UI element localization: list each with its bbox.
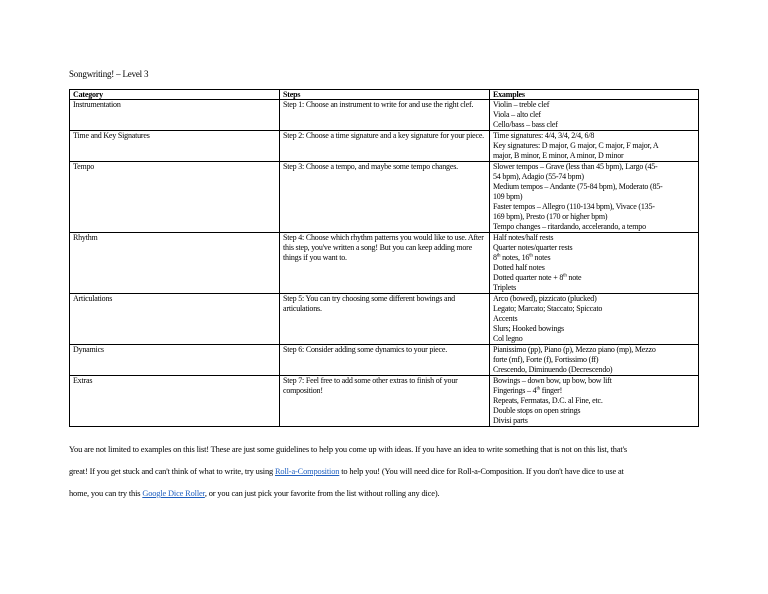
example-line: 54 bpm), Adagio (55-74 bpm) (493, 172, 584, 181)
step-cell: Step 6: Consider adding some dynamics to your piece. (280, 345, 490, 376)
step-cell: Step 7: Feel free to add some other extras to finish of your composition! (280, 376, 490, 427)
example-line: Medium tempos – Andante (75-84 bpm), Moderato (85- (493, 182, 663, 191)
example-line: Key signatures: D major, G major, C major, F major, A (493, 141, 659, 150)
example-line: Crescendo, Diminuendo (Decrescendo) (493, 365, 613, 374)
example-line: Pianissimo (pp), Piano (p), Mezzo piano (mp), Mezzo (493, 345, 656, 354)
document-title: Songwriting! – Level 3 (69, 69, 149, 79)
example-line: 8th notes, 16th notes (493, 253, 551, 262)
step-cell: Step 5: You can try choosing some different bowings and articulations. (280, 294, 490, 345)
footer-line-3a: home, you can try this (69, 489, 143, 498)
example-line: Triplets (493, 283, 517, 292)
example-line: Legato; Marcato; Staccato; Spiccato (493, 304, 603, 313)
examples-cell (490, 345, 699, 376)
examples-cell (490, 162, 699, 233)
category-cell: Time and Key Signatures (70, 131, 280, 162)
table-row (70, 345, 699, 376)
example-line: Slower tempos – Grave (less than 45 bpm), Largo (45- (493, 162, 658, 171)
table-row (70, 233, 699, 294)
example-line: Accents (493, 314, 518, 323)
example-line: Quarter notes/quarter rests (493, 243, 573, 252)
songwriting-table (69, 89, 699, 427)
footer-line-1: You are not limited to examples on this list! These are just some guidelines to help you come up with ideas. If you have an idea to write something that is not on this list, that's (69, 445, 628, 454)
example-line: Repeats, Fermatas, D.C. al Fine, etc. (493, 396, 603, 405)
example-line: Cello/bass – bass clef (493, 120, 558, 129)
step-cell: Step 2: Choose a time signature and a key signature for your piece. (280, 131, 490, 162)
column-header-examples: Examples (490, 90, 699, 100)
example-line: Time signatures: 4/4, 3/4, 2/4, 6/8 (493, 131, 595, 140)
table-row (70, 162, 699, 233)
example-line: 169 bpm), Presto (170 or higher bpm) (493, 212, 608, 221)
example-line: major, B minor, E minor, A minor, D minor (493, 151, 624, 160)
example-line: Divisi parts (493, 416, 528, 425)
category-cell: Extras (70, 376, 280, 427)
footer-line-2a: great! If you get stuck and can't think of what to write, try using (69, 467, 275, 476)
examples-cell (490, 233, 699, 294)
column-header-category: Category (70, 90, 280, 100)
category-cell: Articulations (70, 294, 280, 345)
example-line: Dotted quarter note + 8th note (493, 273, 582, 282)
example-line: Tempo changes – ritardando, accelerando, a tempo (493, 222, 646, 231)
step-cell: Step 3: Choose a tempo, and maybe some tempo changes. (280, 162, 490, 233)
example-line: Viola – alto clef (493, 110, 541, 119)
footer-line-3b: , or you can just pick your favorite from the list without rolling any dice). (204, 489, 440, 498)
footer-line-2b: to help you! (You will need dice for Roll-a-Composition. If you don't have dice to use at (339, 467, 624, 476)
example-line: Slurs; Hooked bowings (493, 324, 564, 333)
category-cell: Dynamics (70, 345, 280, 376)
example-line: Arco (bowed), pizzicato (plucked) (493, 294, 597, 303)
roll-a-composition-link[interactable]: Roll-a-Composition (274, 467, 340, 476)
category-cell: Instrumentation (70, 100, 280, 131)
example-line: Bowings – down bow, up bow, bow lift (493, 376, 612, 385)
example-line: Half notes/half rests (493, 233, 554, 242)
table-header-row (70, 90, 699, 100)
footer-paragraph (69, 439, 709, 505)
step-cell: Step 4: Choose which rhythm patterns you would like to use. After this step, you've written a song! But you can keep adding more things if you want to. (280, 233, 490, 294)
column-header-steps: Steps (280, 90, 490, 100)
category-cell: Rhythm (70, 233, 280, 294)
examples-cell (490, 294, 699, 345)
example-line: Fingerings – 4th finger! (493, 386, 563, 395)
google-dice-roller-link[interactable]: Google Dice Roller (142, 489, 205, 498)
example-line: 109 bpm) (493, 192, 523, 201)
example-line: Faster tempos – Allegro (110-134 bpm), Vivace (135- (493, 202, 655, 211)
example-line: Dotted half notes (493, 263, 545, 272)
category-cell: Tempo (70, 162, 280, 233)
example-line: Double stops on open strings (493, 406, 581, 415)
table-row (70, 376, 699, 427)
examples-cell (490, 100, 699, 131)
example-line: Col legno (493, 334, 523, 343)
example-line: forte (mf), Forte (f), Fortissimo (ff) (493, 355, 599, 364)
table-row (70, 294, 699, 345)
examples-cell (490, 131, 699, 162)
step-cell: Step 1: Choose an instrument to write for and use the right clef. (280, 100, 490, 131)
table-row (70, 131, 699, 162)
example-line: Violin – treble clef (493, 100, 550, 109)
table-row (70, 100, 699, 131)
examples-cell (490, 376, 699, 427)
